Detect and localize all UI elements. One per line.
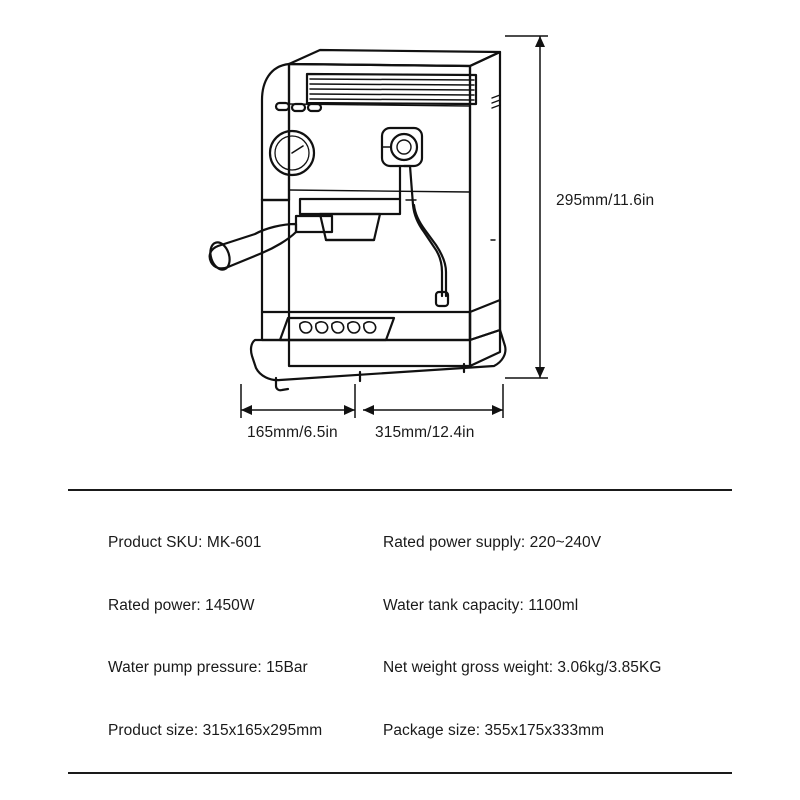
dimension-depth-label: 165mm/6.5in xyxy=(247,424,338,441)
pressure-gauge xyxy=(270,131,314,175)
height-arrow-bottom xyxy=(535,367,545,378)
portafilter xyxy=(207,216,332,272)
spec-rated-power-supply: Rated power supply: 220~240V xyxy=(383,534,602,552)
drip-tray-upper xyxy=(262,312,470,340)
spec-product-sku: Product SKU: MK-601 xyxy=(108,534,262,552)
drip-tray-grid xyxy=(280,318,394,340)
steam-control-knob xyxy=(382,128,422,166)
specification-list xyxy=(68,512,732,762)
divider-bottom xyxy=(68,772,732,774)
divider-top xyxy=(68,489,732,491)
spec-rated-power: Rated power: 1450W xyxy=(108,596,255,614)
panel-divider-mid xyxy=(289,190,470,192)
width-arrow-right xyxy=(492,405,503,415)
dimension-height-label: 295mm/11.6in xyxy=(556,192,655,209)
spec-water-tank-capacity: Water tank capacity: 1100ml xyxy=(383,596,579,614)
depth-arrow-left xyxy=(241,405,252,415)
depth-arrow-right xyxy=(344,405,355,415)
spec-package-size: Package size: 355x175x333mm xyxy=(383,721,605,739)
height-arrow-top xyxy=(535,36,545,47)
dimension-width-label: 315mm/12.4in xyxy=(375,424,475,441)
spec-net-gross-weight: Net weight gross weight: 3.06kg/3.85KG xyxy=(383,659,662,677)
rear-vent-marks xyxy=(492,95,500,108)
group-head-bar xyxy=(300,199,400,214)
cup-warming-tray-grill-lines xyxy=(310,79,474,100)
spec-water-pump-pressure: Water pump pressure: 15Bar xyxy=(108,659,308,677)
machine-rear-side-panel xyxy=(470,52,500,366)
spec-product-size: Product size: 315x165x295mm xyxy=(108,721,323,739)
steam-wand xyxy=(404,166,448,306)
group-head-body xyxy=(320,214,380,240)
machine-feet xyxy=(276,364,464,390)
width-arrow-left xyxy=(363,405,374,415)
